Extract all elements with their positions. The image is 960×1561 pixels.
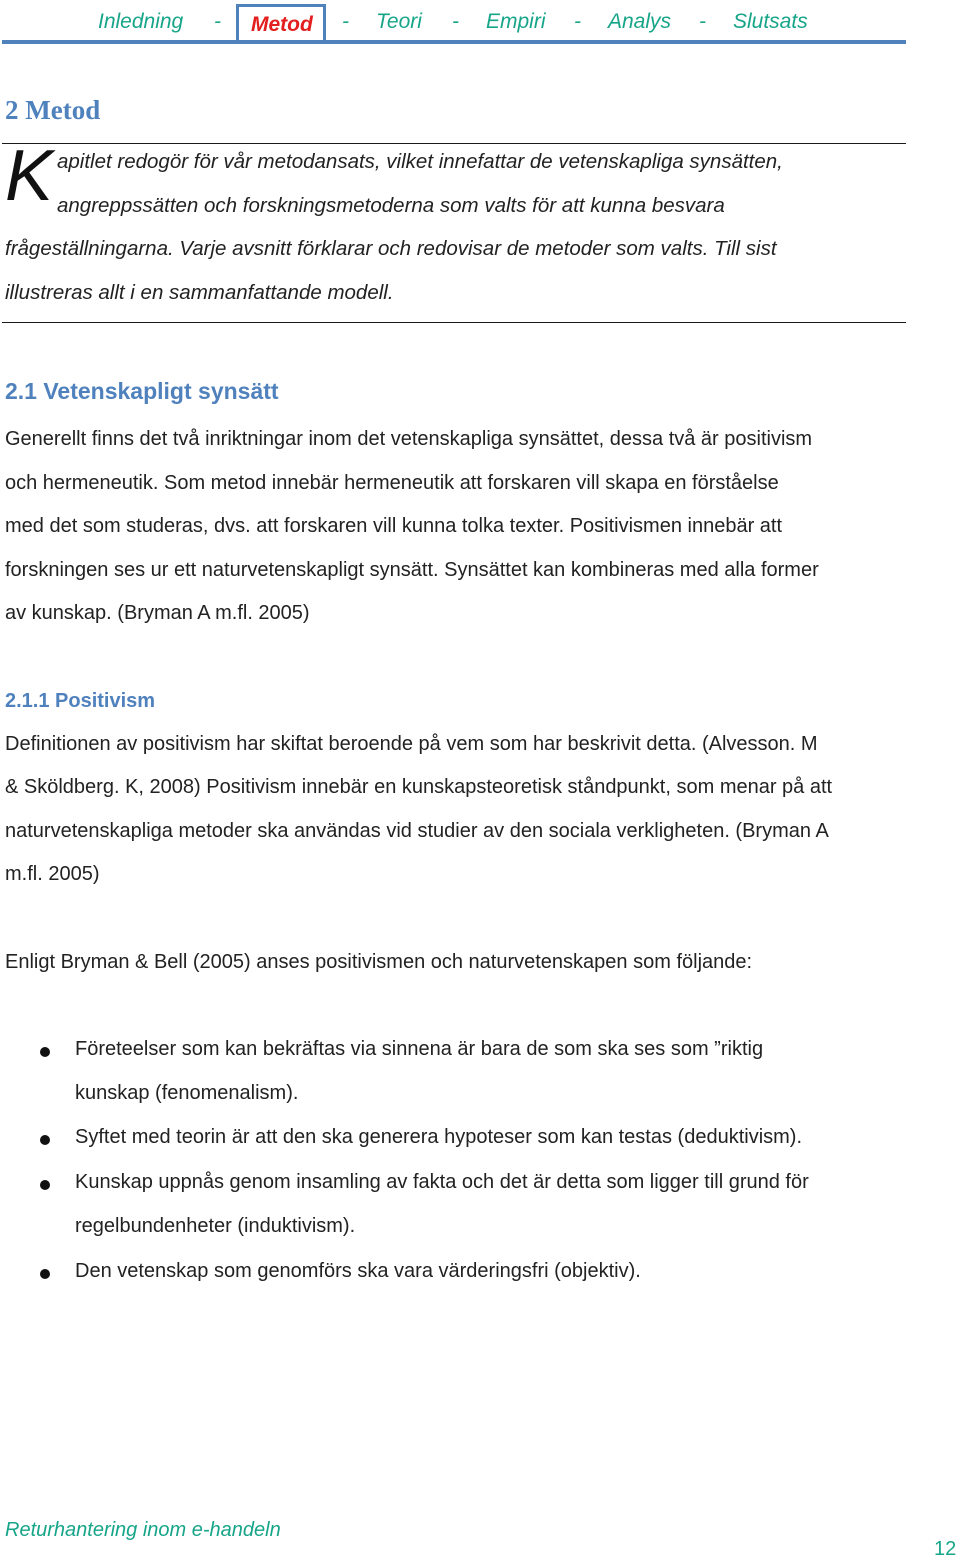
paragraph-line: Generellt finns det två inriktningar inom det vetenskapliga synsättet, dessa två är positivism <box>5 428 813 450</box>
nav-item-teori[interactable]: Teori <box>376 10 422 33</box>
footer-title: Returhantering inom e-handeln <box>5 1519 281 1541</box>
intro-line: illustreras allt i en sammanfattande modell. <box>5 281 394 304</box>
paragraph-line: & Sköldberg. K, 2008) Positivism innebär en kunskapsteoretisk ståndpunkt, som menar på att <box>5 776 833 798</box>
chapter-top-rule <box>2 143 906 144</box>
nav-separator: - <box>699 10 706 33</box>
bullet-dot <box>40 1180 50 1190</box>
nav-item-metod-label: Metod <box>251 13 313 36</box>
nav-underline <box>2 40 906 44</box>
bullet-text-continuation: kunskap (fenomenalism). <box>75 1082 299 1104</box>
chapter-bottom-rule <box>2 322 906 323</box>
drop-cap: K <box>5 136 54 216</box>
paragraph-line: m.fl. 2005) <box>5 863 100 885</box>
paragraph-line: naturvetenskapliga metoder ska användas vid studier av den sociala verkligheten. (Bryman A <box>5 820 829 842</box>
bullet-dot <box>40 1047 50 1057</box>
bullet-lead-text: Enligt Bryman & Bell (2005) anses positivismen och naturvetenskapen som följande: <box>5 951 753 973</box>
paragraph-line: av kunskap. (Bryman A m.fl. 2005) <box>5 602 310 624</box>
section-heading-2-1-1: 2.1.1 Positivism <box>5 690 156 712</box>
nav-separator: - <box>342 10 349 33</box>
paragraph-line: Definitionen av positivism har skiftat beroende på vem som har beskrivit detta. (Alvesson. M <box>5 733 818 755</box>
intro-line: frågeställningarna. Varje avsnitt förklarar och redovisar de metoder som valts. Till sist <box>5 237 777 260</box>
nav-item-inledning[interactable]: Inledning <box>98 10 184 33</box>
nav-separator: - <box>452 10 459 33</box>
bullet-dot <box>40 1135 50 1145</box>
paragraph-line: och hermeneutik. Som metod innebär hermeneutik att forskaren vill skapa en förståelse <box>5 472 779 494</box>
nav-separator: - <box>214 10 221 33</box>
top-navigation <box>0 0 906 46</box>
nav-item-slutsats[interactable]: Slutsats <box>733 10 808 33</box>
nav-item-metod-active[interactable] <box>236 4 326 40</box>
chapter-title: 2 Metod <box>5 95 101 125</box>
intro-line: angreppssätten och forskningsmetoderna som valts för att kunna besvara <box>57 194 725 217</box>
section-heading-2-1: 2.1 Vetenskapligt synsätt <box>5 378 279 404</box>
bullet-text-continuation: regelbundenheter (induktivism). <box>75 1215 356 1237</box>
nav-item-analys[interactable]: Analys <box>608 10 672 33</box>
bullet-text: Den vetenskap som genomförs ska vara värderingsfri (objektiv). <box>75 1260 641 1282</box>
bullet-text: Kunskap uppnås genom insamling av fakta och det är detta som ligger till grund för <box>75 1171 809 1193</box>
nav-separator: - <box>574 10 581 33</box>
intro-line: apitlet redogör för vår metodansats, vilket innefattar de vetenskapliga synsätten, <box>57 150 783 173</box>
bullet-text: Syftet med teorin är att den ska generera hypoteser som kan testas (deduktivism). <box>75 1126 803 1148</box>
paragraph-line: med det som studeras, dvs. att forskaren vill kunna tolka texter. Positivismen innebär att <box>5 515 783 537</box>
paragraph-line: forskningen ses ur ett naturvetenskapligt synsätt. Synsättet kan kombineras med alla former <box>5 559 819 581</box>
bullet-dot <box>40 1269 50 1279</box>
bullet-text: Företeelser som kan bekräftas via sinnena är bara de som ska ses som ”riktig <box>75 1038 764 1060</box>
nav-item-empiri[interactable]: Empiri <box>486 10 546 33</box>
page-number: 12 <box>934 1538 957 1560</box>
